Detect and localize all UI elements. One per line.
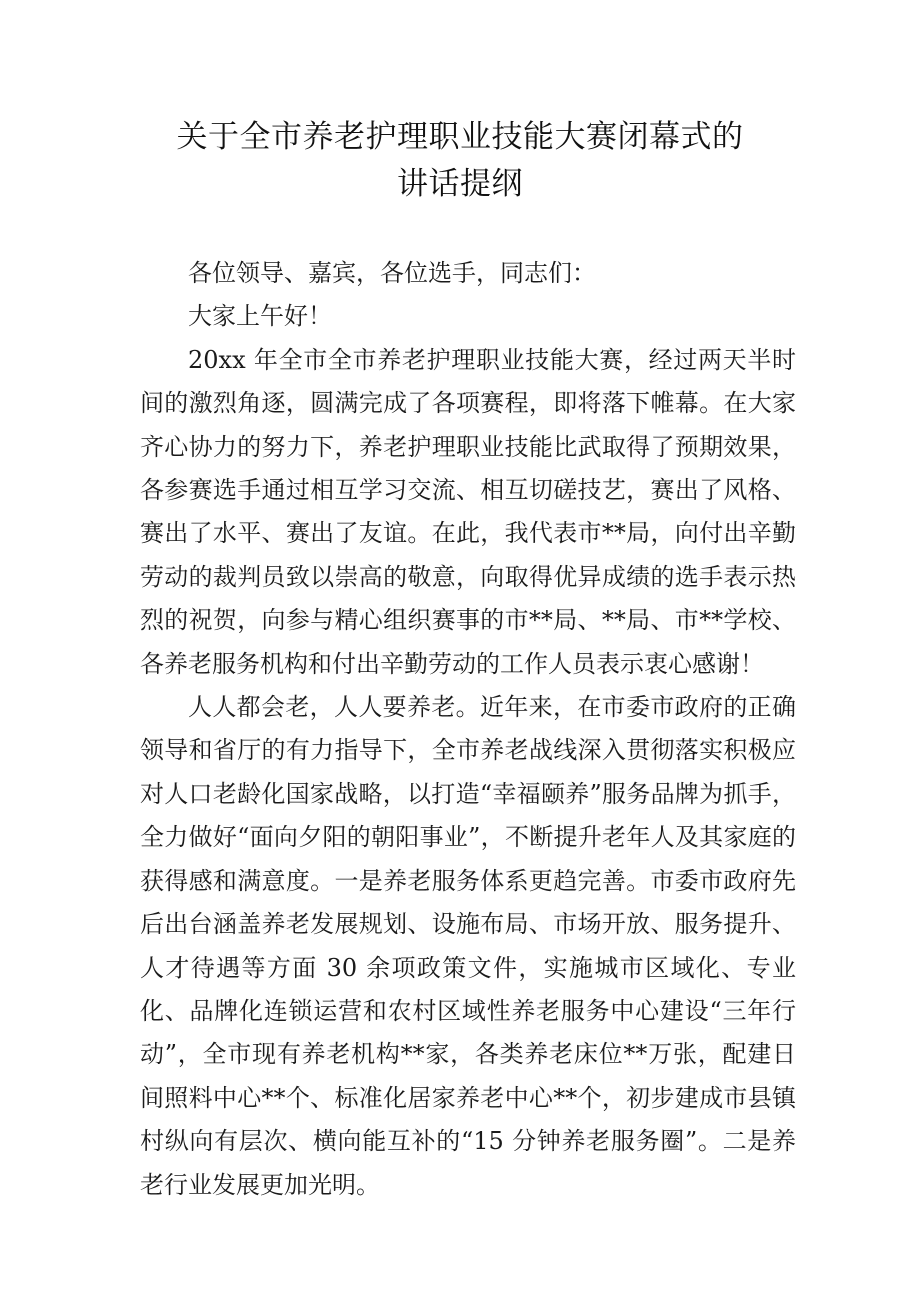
greeting-paragraph: 大家上午好！ (188, 302, 332, 331)
salutation-paragraph: 各位领导、嘉宾，各位选手，同志们： (188, 259, 596, 287)
body-paragraph: 人人都会老，人人要养老。近年来，在市委市政府的正确领导和省厅的有力指导下，全市养老战线深入贯彻落实积极应对人口老龄化国家战略，以打造“幸福颐养”服务品牌为抓手，全力做好“面向夕阳的朝阳事业”，不断提升老年人及其家庭的获得感和满意度。一是养老服务体系更趋完善。市委市政府先后出台涵盖养老发展规划、设施布局、市场开放、服务提升、人才待遇等方面 30 余项政策文件，实施城市区域化、专业化、品牌化连锁运营和农村区域性养老服务中心建设“三年行动”，全市现有养老机构**家，各类养老床位**万张，配建日间照料中心**个、标准化居家养老中心**个，初步建成市县镇村纵向有层次、横向能互补的“15 分钟养老服务圈”。二是养老行业发展更加光明。 (140, 693, 796, 1199)
document-title-line-2: 讲话提纲 (397, 166, 523, 202)
body-paragraph: 20xx 年全市全市养老护理职业技能大赛，经过两天半时间的激烈角逐，圆满完成了各项赛程，即将落下帷幕。在大家齐心协力的努力下，养老护理职业技能比武取得了预期效果，各参赛选手通过相互学习交流、相互切磋技艺，赛出了风格、赛出了水平、赛出了友谊。在此，我代表市**局，向付出辛勤劳动的裁判员致以崇高的敬意，向取得优异成绩的选手表示热烈的祝贺，向参与精心组织赛事的市**局、**局、市**学校、各养老服务机构和付出辛勤劳动的工作人员表示衷心感谢！ (140, 345, 796, 678)
document-body (140, 252, 796, 1207)
document-title-line-1: 关于全市养老护理职业技能大赛闭幕式的 (176, 119, 744, 155)
